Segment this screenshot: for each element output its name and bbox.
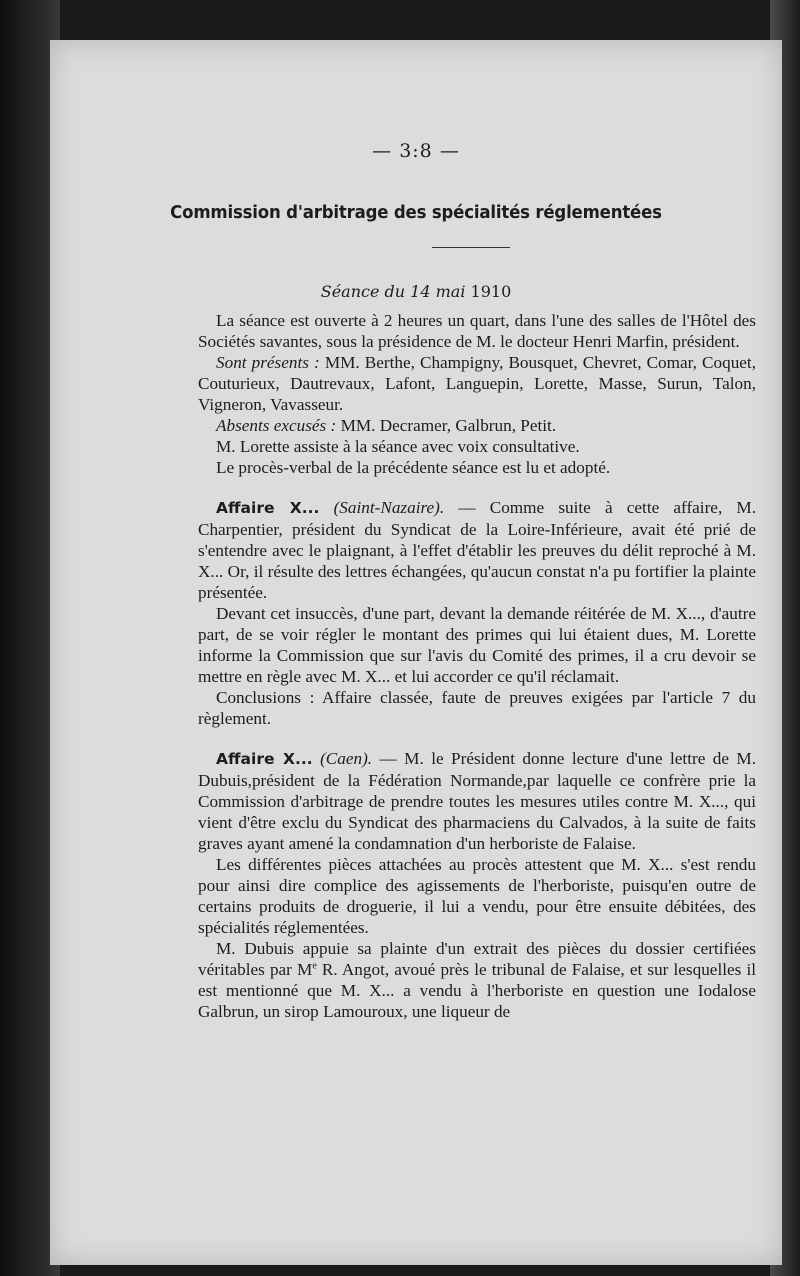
document-body [198, 310, 756, 1022]
affaire-place: (Saint-Nazaire). [333, 498, 445, 517]
affaire-label: Affaire X... [216, 750, 313, 768]
absent-label: Absents excusés : [216, 416, 337, 435]
session-date-year: 1910 [470, 282, 512, 301]
session-date-label: Séance du [320, 282, 406, 301]
affaire-text: — M. le Président donne lecture d'une lettre de M. Dubuis,président de la Fédération Normande,par laquelle ce confrère prie la Commission d'arbitrage de prendre toutes les mesures utiles contre M. X..., qui vient d'être exclu du Syndicat des pharmaciens du Calvados, à la suite de faits graves ayant amené la condamnation d'un herboriste de Falaise. [198, 749, 756, 853]
paragraph-affaire1-2: Devant cet insuccès, d'une part, devant la demande réitérée de M. X..., d'autre part, de se voir régler le montant des primes qui lui étaient dues, M. Lorette informe la Commission que sur l'avis du Comité des primes, il a cru devoir se mettre en règle avec M. X... et lui accorder ce qu'il réclamait. [198, 604, 756, 686]
session-date-day: 14 mai [410, 282, 466, 301]
affaire-place: (Caen). [320, 749, 373, 768]
session-date [50, 282, 782, 301]
superscript-e: e [312, 960, 317, 972]
affaire2-p3-part2: R. Angot, avoué près le tribunal de Falaise, et sur lesquelles il est mentionné que M. X... a vendu à l'herboriste en question une Iodalose Galbrun, un sirop Lamouroux, une liqueur de [198, 960, 756, 1021]
paragraph-absent [198, 415, 756, 436]
page-title: Commission d'arbitrage des spécialités réglementées [170, 202, 662, 223]
present-names: MM. Berthe, Champigny, Bousquet, Chevret, Comar, Coquet, Couturieux, Dautrevaux, Lafont, Languepin, Lorette, Masse, Surun, Talon, Vigneron, Vavasseur. [198, 353, 756, 414]
present-label: Sont présents : [216, 353, 320, 372]
affaire2-p3-part1: M. Dubuis appuie sa plainte d'un extrait des pièces du dossier certifiées véritables par M [198, 939, 756, 979]
affaire-label: Affaire X... [216, 499, 320, 517]
paragraph-present [198, 352, 756, 415]
affaire-saint-nazaire [198, 497, 756, 603]
paragraph-lorette: M. Lorette assiste à la séance avec voix consultative. [216, 437, 580, 456]
absent-names: MM. Decramer, Galbrun, Petit. [340, 416, 557, 435]
paragraph-affaire2-2: Les différentes pièces attachées au procès attestent que M. X... s'est rendu pour ainsi dire complice des agissements de l'herboriste, puisqu'en outre de certains produits de droguerie, il lui a vendu, pour être ensuite débitées, des spécialités réglementées. [198, 855, 756, 937]
document-page [50, 40, 782, 1265]
affaire-caen [198, 748, 756, 854]
affaire-text: — Comme suite à cette affaire, M. Charpentier, président du Syndicat de la Loire-Inférieure, avait été prié de s'entendre avec le plaignant, à l'effet d'établir les preuves du délit reproché à M. X... Or, il résulte des lettres échangées, qu'aucun constat n'a pu fortifier la plainte présentée. [198, 498, 756, 602]
paragraph-opening: La séance est ouverte à 2 heures un quart, dans l'une des salles de l'Hôtel des Sociétés savantes, sous la présidence de M. le docteur Henri Marfin, président. [198, 311, 756, 351]
paragraph-affaire2-3 [198, 938, 756, 1022]
title-divider [432, 247, 510, 248]
page-number: — 3:8 — [372, 140, 460, 162]
paragraph-affaire1-conclusions: Conclusions : Affaire classée, faute de preuves exigées par l'article 7 du règlement. [198, 688, 756, 728]
paragraph-proces-verbal: Le procès-verbal de la précédente séance est lu et adopté. [216, 458, 611, 477]
